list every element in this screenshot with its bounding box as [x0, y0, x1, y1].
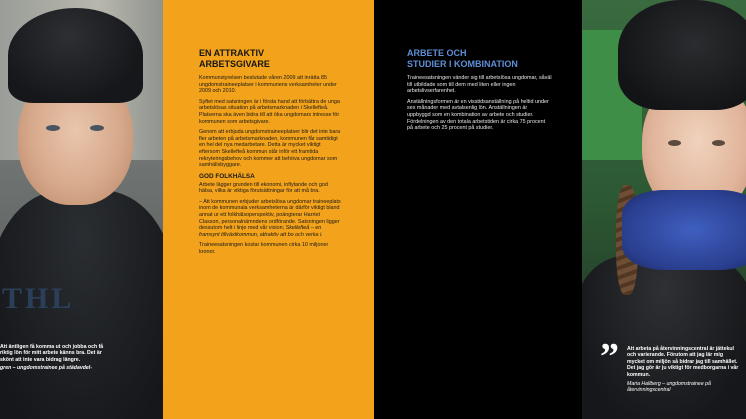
vision-statement: Skellefteå – en framsynt tillväxtkommun, attraktiv att bo och verka i.	[199, 225, 323, 239]
jacket-print: THL	[2, 282, 75, 315]
eye	[46, 125, 60, 131]
left-quote-text: Att äntligen få komma ut och jobba och få riktig lön för mitt arbete känns bra. Det är skönt att inte vara bidrag längre.	[0, 344, 104, 363]
orange-text-column	[163, 0, 374, 419]
paragraph: Genom att erbjuda ungdomstraineeplatser blir det inte bara fler arbeten på arbetsmarknaden, kommunen får samtidigt en hel del nya medarbetare. Detta är mycket viktigt eftersom Skellefteå kommun står inför ett framtida rekryteringsbehov och kommer att behöva ungdomar som samhällsbyggare.	[199, 128, 341, 169]
eye	[90, 125, 104, 131]
right-photo-quote	[627, 346, 742, 394]
eye	[668, 140, 681, 146]
left-quote-attribution: gren – ungdomstrainee på städavdel-	[0, 365, 92, 372]
paragraph: Arbete lägger grunden till ekonomi, inflytande och god hälsa, vilka är viktiga förutsättningar för att må bra.	[199, 181, 328, 195]
paragraph: Anställningsformen är en visstidsanställning på heltid under sex månader med avtalsenlig lön. Anställningen är uppbyggd som en kombination av arbete och studier. Fördelningen av den totala arbetstiden är cirka 75 procent på arbete och 25 procent på studier.	[407, 98, 549, 132]
right-quote-text: Att arbeta på återvinningscentral är jättekul och varierande. Förutom att jag lär mig mycket om miljön så bidrar jag till samhället. Det jag gör är ju viktigt för medborgarna i vår kommun.	[627, 346, 739, 378]
paragraph-quote: – Att kommunen erbjuder arbetslösa ungdomar traineeplats inom de kommunala verksamheterna är därför viktigt bland annat ur ett folkhälsoperspektiv, poängterar Harriet Classon, personalnämndens ordförande. Satsningen ligger dessutom helt i linje med vår vision; Skellefteå – en framsynt tillväxtkommun, attraktiv att bo och verka i.	[199, 198, 341, 239]
beanie	[8, 8, 143, 103]
eye	[712, 140, 725, 146]
right-quote-attribution: Maria Hallberg – ungdomstrainee på återvinningscentral	[627, 381, 711, 394]
scarf	[622, 190, 746, 270]
paragraph: Syftet med satsningen är i första hand att förbättra de unga arbetslösas situation på arbetsmarknaden i Skellefteå. Platserna ska även bidra till att öka ungdomars intresse för kommunen som arbetsgivare.	[199, 98, 340, 125]
paragraph: Traineesatsningen vänder sig till arbetslösa ungdomar, såväl till utbildade som till dem med liten eller ingen arbetslivserfarenhet.	[407, 75, 552, 95]
section-heading-arbete: ARBETE OCH STUDIER I KOMBINATION	[407, 48, 518, 69]
quote-mark-icon: ”	[600, 336, 619, 378]
paragraph: Traineesatsningen kostar kommunen cirka 10 miljoner kronor.	[199, 242, 329, 255]
paragraph: Kommunstyrelsen beslutade våren 2009 att inrätta 85 ungdomstraineeplatser i kommunens verksamheter under 2009 och 2010.	[199, 75, 337, 95]
beanie	[618, 0, 746, 110]
subheading-folkhalsa: GOD FOLKHÄLSA	[199, 172, 255, 180]
left-photo-quote	[0, 344, 108, 372]
section-heading-attraktiv: EN ATTRAKTIV ARBETSGIVARE	[199, 48, 270, 69]
black-text-column	[374, 0, 582, 419]
